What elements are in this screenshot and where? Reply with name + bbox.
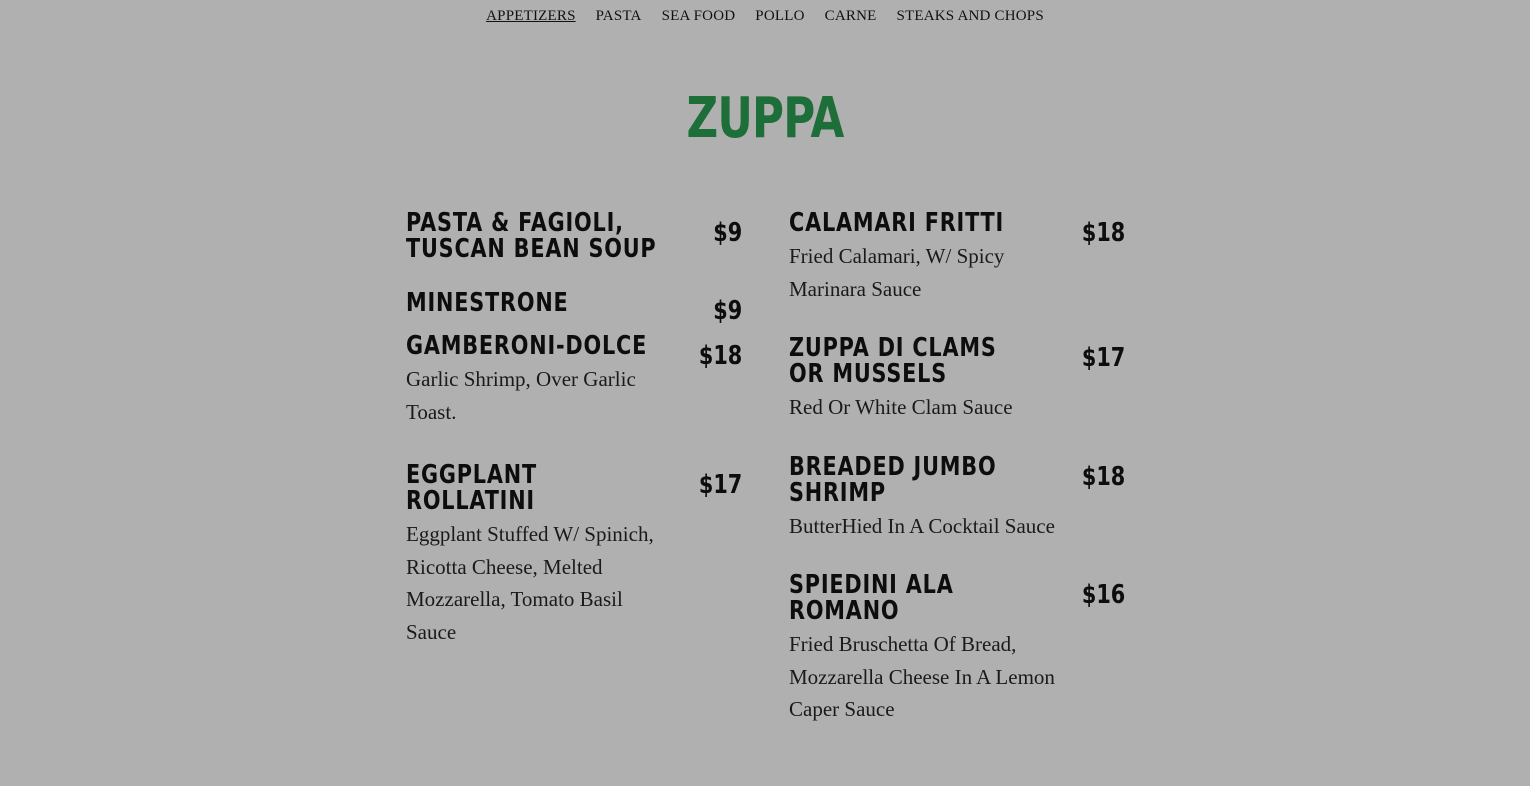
menu-item-price: $9 [713, 296, 742, 326]
menu-item-price: $17 [698, 470, 742, 500]
menu-item-description: ButterHied In A Cocktail Sauce [789, 513, 1055, 538]
nav-pollo[interactable]: POLLO [755, 8, 805, 24]
menu-item-description: Fried Bruschetta Of Bread, Mozzarella Cheese In A Lemon Caper Sauce [789, 632, 1055, 721]
menu-item-price: $9 [713, 218, 742, 248]
menu-column-right [789, 210, 1125, 756]
menu-item-name: ZUPPA DI CLAMS OR MUSSELS [789, 333, 997, 389]
menu-item [406, 462, 742, 648]
nav-appetizers[interactable]: APPETIZERS [486, 8, 576, 24]
menu-item-name: GAMBERONI-DOLCE [406, 331, 648, 361]
menu-item-name: EGGPLANT ROLLATINI [406, 460, 537, 516]
menu-item-price: $18 [698, 341, 742, 371]
menu-item-description: Garlic Shrimp, Over Garlic Toast. [406, 367, 636, 424]
menu-item-name: MINESTRONE [406, 288, 569, 318]
menu-item-name: SPIEDINI ALA ROMANO [789, 570, 954, 626]
top-nav [0, 6, 1530, 27]
menu-item [789, 451, 1125, 543]
menu-item-price: $18 [1081, 461, 1125, 492]
section-title: ZUPPA [686, 86, 844, 151]
menu-item [789, 210, 1125, 305]
nav-sea-food[interactable]: SEA FOOD [661, 8, 736, 24]
nav-steaks-and-chops[interactable]: STEAKS AND CHOPS [896, 8, 1044, 24]
nav-pasta[interactable]: PASTA [595, 8, 642, 24]
menu-item-name: BREADED JUMBO SHRIMP [789, 451, 997, 508]
nav-carne[interactable]: CARNE [824, 8, 877, 24]
menu-item [789, 335, 1125, 424]
menu-item-name: PASTA & FAGIOLI, TUSCAN BEAN SOUP [406, 208, 657, 264]
menu-item-description: Eggplant Stuffed W/ Spinich, Ricotta Cheese, Melted Mozzarella, Tomato Basil Sauce [406, 522, 654, 644]
menu-item [789, 572, 1125, 726]
menu-item-price: $18 [1081, 218, 1125, 248]
menu-item-price: $16 [1081, 580, 1125, 610]
menu-item-price: $17 [1081, 343, 1125, 373]
menu-item [406, 333, 742, 428]
menu-item [406, 210, 742, 262]
menu-item [406, 288, 742, 326]
menu-item-name: CALAMARI FRITTI [789, 208, 1005, 238]
menu-column-left [406, 210, 742, 678]
menu-item-description: Fried Calamari, W/ Spicy Marinara Sauce [789, 244, 1005, 301]
menu-item-description: Red Or White Clam Sauce [789, 395, 1013, 419]
